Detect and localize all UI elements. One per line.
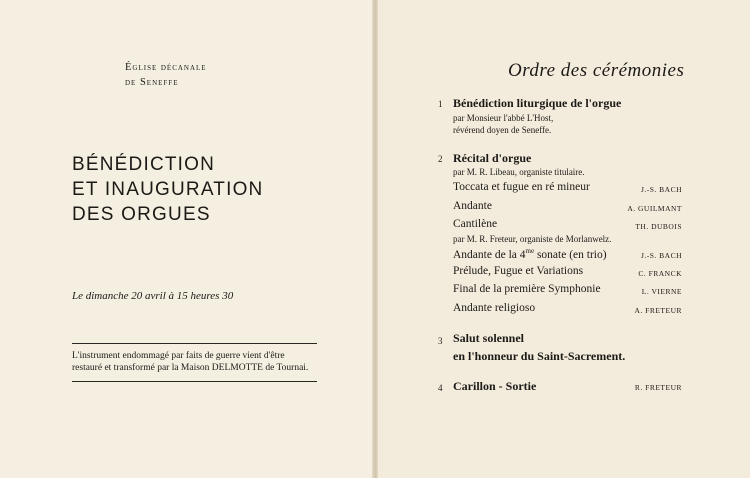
- program-title: [72, 152, 263, 227]
- item-title-1: Bénédiction liturgique de l'orgue: [453, 96, 622, 110]
- item-title-2: Récital d'orgue: [453, 151, 532, 165]
- event-date: Le dimanche 20 avril à 15 heures 30: [72, 290, 234, 302]
- item-1-sub-1: par Monsieur l'abbé L'Host,: [453, 113, 554, 123]
- item-number-3: 3: [438, 336, 443, 346]
- item-1-sub-2: révérend doyen de Seneffe.: [453, 125, 552, 135]
- piece-composer: J.-S. BACH: [640, 185, 682, 194]
- piece-title: Final de la première Symphonie: [453, 283, 601, 295]
- item-number-1: 1: [438, 99, 443, 109]
- piece-composer: A. FRETEUR: [634, 306, 682, 315]
- piece-title: Andante religioso: [453, 302, 536, 314]
- item-2-sub-2: par M. R. Freteur, organiste de Morlanwelz.: [453, 234, 612, 244]
- piece-composer: C. FRANCK: [638, 269, 682, 278]
- piece-composer: A. GUILMANT: [627, 204, 682, 213]
- restoration-note: L'instrument endommagé par faits de guerre vient d'être restauré et transformé par la Maison DELMOTTE de Tournai.: [72, 343, 317, 382]
- item-title-4: Carillon - Sortie: [453, 379, 537, 393]
- piece-title: Prélude, Fugue et Variations: [453, 265, 584, 277]
- sonata-post: sonate (en trio): [534, 248, 607, 261]
- item-number-4: 4: [438, 383, 443, 393]
- title-line-2: ET INAUGURATION: [72, 179, 264, 200]
- item-title-3-line-1: Salut solennel: [453, 331, 525, 345]
- title-line-1: BÉNÉDICTION: [72, 154, 216, 175]
- church-line-2: de Seneffe: [125, 77, 179, 88]
- ceremony-heading: Ordre des cérémonies: [508, 60, 685, 81]
- item-title-3-line-2: en l'honneur du Saint-Sacrement.: [453, 349, 626, 363]
- sonata-sup: me: [525, 247, 535, 255]
- title-line-3: DES ORGUES: [72, 204, 211, 225]
- piece-title: Andante: [453, 200, 492, 212]
- piece-composer: L. VIERNE: [641, 287, 682, 296]
- church-line-1: Église décanale: [125, 62, 207, 73]
- piece-title-sonata: [453, 247, 607, 261]
- sonata-pre: Andante de la 4: [453, 248, 526, 261]
- piece-composer: J.-S. BACH: [640, 251, 682, 260]
- piece-title: Toccata et fugue en ré mineur: [453, 181, 590, 193]
- item-number-2: 2: [438, 154, 443, 164]
- church-name: [125, 60, 207, 90]
- piece-title: Cantilène: [453, 218, 498, 230]
- piece-composer: TH. DUBOIS: [635, 222, 682, 231]
- item-2-sub-1: par M. R. Libeau, organiste titulaire.: [453, 167, 585, 177]
- piece-composer: R. FRETEUR: [634, 383, 682, 392]
